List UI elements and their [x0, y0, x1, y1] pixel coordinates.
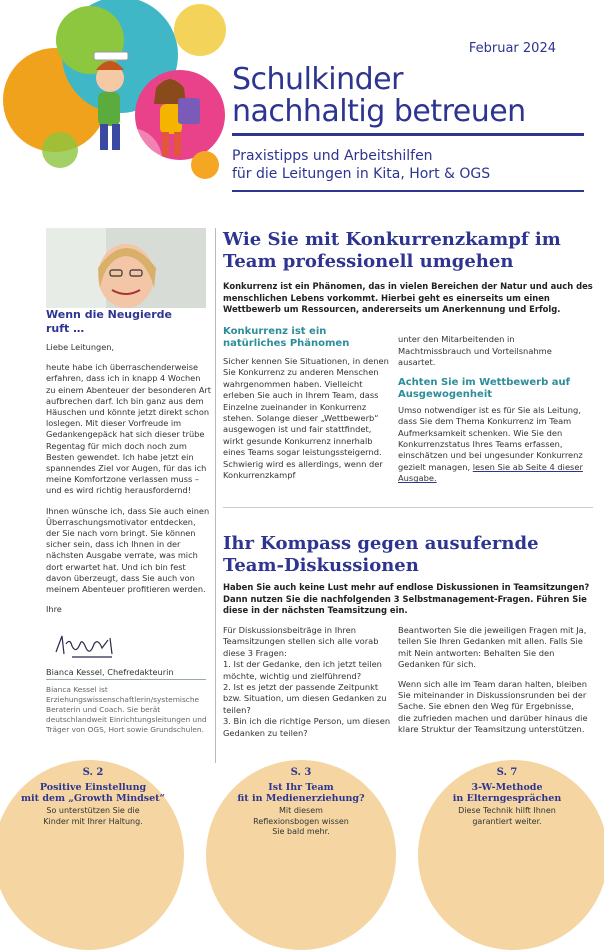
subtitle-line-1: Praxistipps und Arbeitshilfen [232, 148, 433, 164]
teaser-2[interactable] [226, 767, 376, 838]
teaser-2-head-2: fit in Medienerziehung? [237, 793, 365, 804]
subtitle-line-2: für die Leitungen in Kita, Hort & OGS [232, 166, 491, 182]
issue-date: Februar 2024 [468, 41, 556, 56]
sidebar-paragraph-2: Ihnen wünsche ich, dass Sie auch einen Überraschungsmotivator entdecken, der Sie nach vorn bringt. Sie können sicher sein, dass ich Ihnen in der nächsten Ausgabe verrate, was mich dort erwartet hat. Und ich bin fest davon überzeugt, dass Sie auch von meinem Abenteuer profitieren werden. [46, 505, 210, 595]
teaser-1[interactable] [18, 767, 168, 827]
article-1-subhead-1: Konkurrenz ist ein natürliches Phänomen [223, 326, 350, 349]
sidebar-divider [46, 679, 206, 680]
greeting: Liebe Leitungen, [46, 342, 115, 352]
teaser-1-text: So unterstützen Sie die Kinder mit Ihrer Haltung. [43, 806, 143, 826]
teaser-3[interactable] [432, 767, 582, 827]
article-1-title: Wie Sie mit Konkurrenzkampf im Team professionell umgehen [223, 229, 561, 272]
title-divider [232, 133, 584, 136]
handwritten-signature [52, 630, 122, 660]
teaser-2-page: S. 3 [290, 767, 312, 778]
article-2-col-2-p1: Beantworten Sie die jeweiligen Fragen mit Ja, teilen Sie Ihren Gedanken mit allen. Falls Sie mit Nein antworten: Behalten Sie den Gedanken für sich. [398, 625, 587, 670]
article-1-col-1 [223, 326, 391, 490]
teaser-3-head-1: 3-W-Methode [471, 782, 543, 793]
article-1-col-2-text [398, 405, 588, 485]
teaser-2-head-1: Ist Ihr Team [268, 782, 334, 793]
sidebar-paragraph-1: heute habe ich überraschenderweise erfahren, dass ich in knapp 4 Wochen zu einem Abenteuer der besonderen Art aufbrechen darf. Ich bin ganz aus dem Häuschen und könnte jetzt direkt schon loslegen. Mit dieser Vorfreude im Gedankengepäck hat sich dieser trübe Regentag für mich doch noch zum Besten gewendet. Ich habe jetzt ein spannendes Ziel vor Augen, für das ich meine Komfortzone verlassen muss – und es wird richtig herausfordernd! [46, 362, 212, 496]
article-2-intro: Für Diskussionsbeiträge in Ihren Teamsitzungen stellen sich alle vorab diese 3 Fragen: [223, 625, 379, 658]
header-divider [232, 190, 584, 192]
article-divider [223, 507, 593, 508]
article-2-title: Ihr Kompass gegen ausufernde Team-Diskussionen [223, 533, 539, 576]
page-4-link[interactable]: lesen Sie ab Seite 4 dieser Ausgabe. [398, 461, 583, 484]
article-1-col-2-body: Umso notwendiger ist es für Sie als Leitung, dass Sie dem Thema Konkurrenz im Team Aufmerksamkeit schenken. Wie Sie den Konkurrenzstatus Ihres Teams erfassen, einschätzen und bei ungesunder Konkurrenz gezielt managen, [398, 404, 583, 472]
teaser-1-page: S. 2 [82, 767, 104, 778]
article-1-subhead-2: Achten Sie im Wettbewerb auf Ausgewogenheit [398, 376, 570, 400]
title-line-2: nachhaltig betreuen [232, 94, 526, 129]
title-line-1: Schulkinder [232, 62, 403, 97]
article-1-col-2-top: unter den Mitarbeitenden in Machtmissbrauch und Vorteilsnahme ausartet. [398, 334, 552, 368]
teaser-3-text: Diese Technik hilft Ihnen garantiert weiter. [458, 806, 556, 826]
question-3: 3. Bin ich die richtige Person, um diesen Gedanken zu teilen? [223, 716, 391, 738]
sidebar-heading: Wenn die Neugierde ruft … [46, 308, 172, 335]
closing: Ihre [46, 604, 62, 615]
article-2-lead: Haben Sie auch keine Lust mehr auf endlose Diskussionen in Teamsitzungen? Dann nutzen Sie die nachfolgenden 3 Selbstmanagement-Fragen. Führen Sie diese in der nächsten Teamsitzung ein. [223, 582, 590, 615]
question-1: 1. Ist der Gedanke, den ich jetzt teilen möchte, wichtig und zielführend? [223, 659, 382, 681]
article-1-col-1-text: Sicher kennen Sie Situationen, in denen Sie Konkurrenz zu anderen Menschen wahrgenommen haben. Vielleicht erleben Sie auch in Ihrem Team, dass Einzelne zueinander in Konkurrenz stehen. Solange dieser „Wettbewerb“ ausgewogen ist und fair stattfindet, wirkt gesunde Konkurrenz innerhalb eines Teams sogar leistungssteigernd. Schwierig wird es allerdings, wenn der Konkurrenzkampf [223, 356, 389, 481]
teaser-1-head-2: mit dem „Growth Mindset“ [20, 793, 166, 804]
teaser-3-head-2: in Elterngesprächen [452, 793, 562, 804]
question-2: 2. Ist es jetzt der passende Zeitpunkt bzw. Situation, um diesen Gedanken zu teilen? [223, 682, 387, 715]
editor-photo [46, 228, 206, 308]
teaser-2-text: Mit diesem Reflexionsbogen wissen Sie bald mehr. [253, 806, 349, 836]
article-2-col-1 [223, 625, 391, 739]
teaser-3-page: S. 7 [496, 767, 518, 778]
newsletter-subtitle [232, 147, 592, 183]
editor-bio: Bianca Kessel ist Erziehungswissenschaftlerin/systemische Beraterin und Coach. Sie berät deutschlandweit Einrichtungsleitungen und Träger von OGS, Hort sowie Grundschulen. [46, 685, 207, 734]
teaser-1-head-1: Positive Einstellung [39, 782, 147, 793]
article-1-col-2 [398, 326, 588, 493]
article-2-col-2-p2: Wenn sich alle im Team daran halten, bleiben Sie miteinander in Diskussionsrunden bei der Sache. Sie ebnen den Weg für Ergebnisse, die zufrieden machen und darüber hinaus die klare Struktur der Teamsitzung unterstützen. [398, 678, 588, 735]
kids-illustration [0, 0, 240, 200]
sidebar-text [46, 342, 211, 624]
article-1-lead: Konkurrenz ist ein Phänomen, das in vielen Bereichen der Natur und auch des menschlichen Lebens vorkommt. Hierbei geht es einerseits um einen Wettbewerb um Ressourcen, andererseits um Anerkennung und Erfolg. [223, 281, 593, 314]
newsletter-title [232, 64, 592, 128]
header [0, 0, 604, 200]
column-divider [215, 228, 216, 763]
article-2-col-2 [398, 625, 588, 736]
signature-name: Bianca Kessel, Chefredakteurin [46, 667, 174, 677]
